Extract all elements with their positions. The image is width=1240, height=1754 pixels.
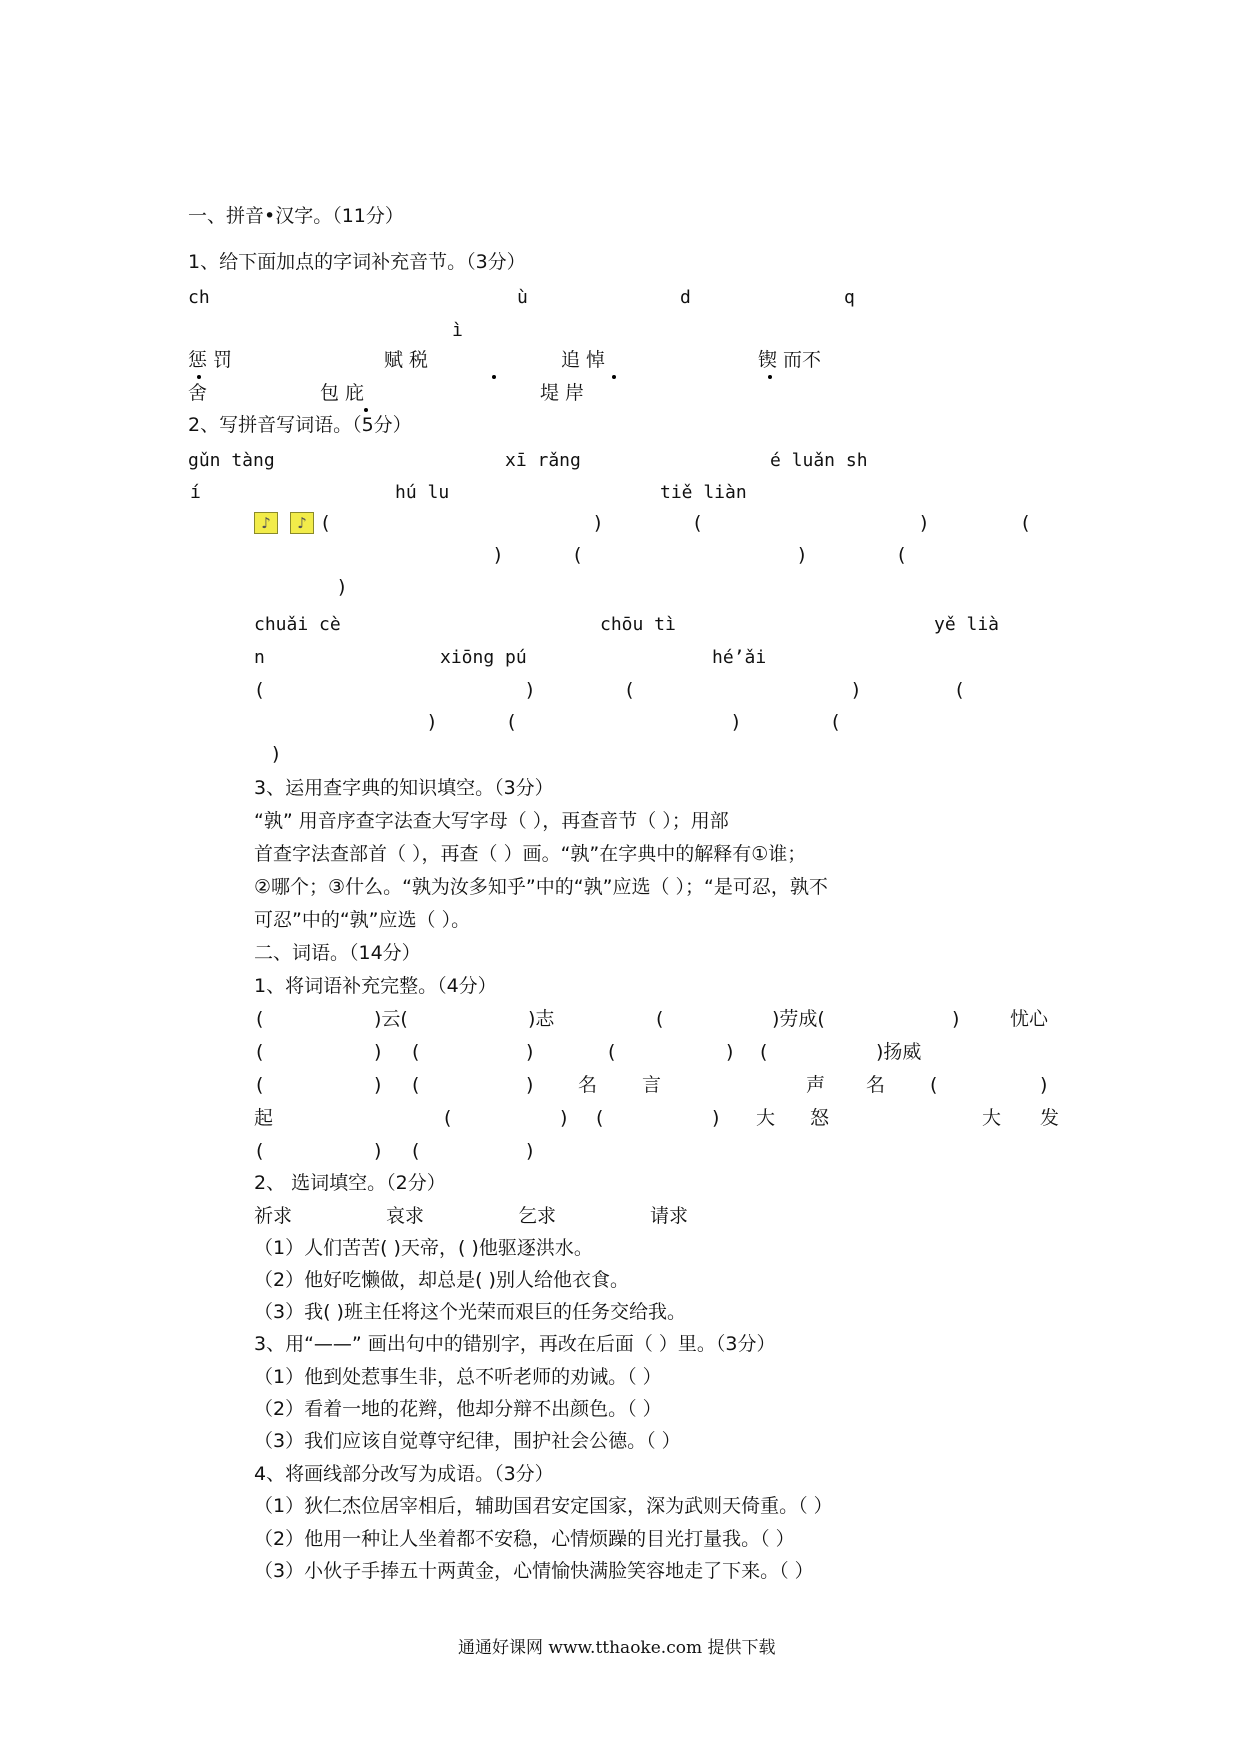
speaker-icon[interactable]: ♪	[290, 512, 314, 534]
idiom-char: 声	[806, 1074, 826, 1096]
pinyin-item: hé’ǎi	[712, 647, 767, 668]
answer-paren: (	[832, 711, 840, 733]
emphasis-dot	[612, 375, 616, 379]
idiom-blank: (	[656, 1008, 664, 1030]
answer-paren: (	[956, 679, 964, 701]
word-item: 堤 岸	[540, 382, 585, 404]
idiom-blank: )	[374, 1041, 382, 1063]
option-word: 请求	[650, 1205, 689, 1227]
idiom-blank: (	[412, 1074, 420, 1096]
fill-sentence: （1）狄仁杰位居宰相后，辅助国君安定国家，深为武则天倚重。（ ）	[254, 1495, 833, 1517]
pinyin-blank: ch	[188, 287, 210, 308]
pinyin-item: xī rǎng	[505, 450, 581, 471]
option-word: 乞求	[518, 1205, 557, 1227]
answer-paren: )	[732, 711, 740, 733]
pinyin-item: tiě liàn	[660, 482, 747, 503]
pinyin-blank: q	[844, 287, 855, 308]
idiom-blank: )	[952, 1008, 960, 1030]
pinyin-item: gǔn tàng	[188, 450, 275, 471]
fill-sentence: （1）人们苦苦( )天帝，( )他驱逐洪水。	[254, 1237, 593, 1259]
idiom-blank: )	[374, 1140, 382, 1162]
idiom-blank: )	[712, 1107, 720, 1129]
answer-paren: (	[574, 544, 582, 566]
fill-sentence: （1）他到处惹事生非，总不听老师的劝诫。（ ）	[254, 1366, 662, 1388]
answer-paren: )	[428, 711, 436, 733]
option-word: 哀求	[386, 1205, 425, 1227]
pinyin-item: n	[254, 647, 265, 668]
fill-sentence: （3）小伙子手捧五十两黄金，心情愉快满脸笑容地走了下来。（ ）	[254, 1560, 814, 1582]
idiom-blank: (	[256, 1074, 264, 1096]
fill-sentence: （2）他用一种让人坐着都不安稳，心情烦躁的目光打量我。（ ）	[254, 1528, 795, 1550]
word-item: 惩 罚	[188, 349, 233, 371]
answer-paren: )	[920, 512, 928, 534]
s1-q1-title: 1、给下面加点的字词补充音节。（3分）	[188, 251, 526, 273]
fill-sentence: （2）看着一地的花辫，他却分辩不出颜色。（ ）	[254, 1398, 662, 1420]
idiom-blank: )	[526, 1140, 534, 1162]
q3-line: 首查字法查部首（ ），再查（ ）画。“孰”在字典中的解释有①谁；	[254, 843, 807, 865]
section1-title: 一、拼音•汉字。（11分）	[188, 205, 404, 227]
pinyin-item: xiōng pú	[440, 647, 527, 668]
idiom-blank: (	[444, 1107, 452, 1129]
idiom-blank: )	[374, 1074, 382, 1096]
emphasis-dot	[492, 375, 496, 379]
idiom-blank: (	[412, 1041, 420, 1063]
speaker-icon[interactable]: ♪	[254, 512, 278, 534]
q3-line: “孰” 用音序查字法查大写字母（ ），再查音节（ ）；用部	[254, 810, 729, 832]
answer-paren: )	[526, 679, 534, 701]
option-word: 祈求	[254, 1205, 293, 1227]
idiom-blank: )	[526, 1074, 534, 1096]
pinyin-item: yě lià	[934, 614, 1000, 635]
idiom-char: 怒	[810, 1107, 830, 1129]
idiom-blank: )	[526, 1041, 534, 1063]
fill-sentence: （3）我们应该自觉尊守纪律，围护社会公德。（ ）	[254, 1430, 681, 1452]
pinyin-item: chuǎi cè	[254, 614, 341, 635]
idiom-blank: )	[560, 1107, 568, 1129]
idiom-blank: )劳成(	[772, 1008, 825, 1030]
s2-q1-title: 1、将词语补充完整。（4分）	[254, 975, 497, 997]
idiom-char: 大	[756, 1107, 776, 1129]
emphasis-dot	[364, 408, 368, 412]
answer-paren: )	[272, 743, 280, 765]
idiom-blank: (	[760, 1041, 768, 1063]
word-item: 包 庇	[320, 382, 365, 404]
s1-q2-title: 2、写拼音写词语。（5分）	[188, 414, 412, 436]
pinyin-blank: ì	[452, 320, 463, 341]
idiom-blank: (	[256, 1041, 264, 1063]
idiom-blank: 忧心	[1010, 1008, 1049, 1030]
idiom-blank: (	[596, 1107, 604, 1129]
emphasis-dot	[768, 375, 772, 379]
idiom-blank: (	[930, 1074, 938, 1096]
s2-q2-title: 2、 选词填空。（2分）	[254, 1172, 446, 1194]
pinyin-blank: ù	[517, 287, 528, 308]
idiom-char: 名	[578, 1074, 598, 1096]
answer-paren: (	[1022, 512, 1030, 534]
idiom-blank: )	[726, 1041, 734, 1063]
answer-paren: (	[322, 512, 330, 534]
idiom-blank: (	[412, 1140, 420, 1162]
idiom-blank: )扬威	[876, 1041, 922, 1063]
answer-paren: (	[694, 512, 702, 534]
idiom-blank: )	[1040, 1074, 1048, 1096]
answer-paren: (	[508, 711, 516, 733]
q3-line: ②哪个；③什么。“孰为汝多知乎”中的“孰”应选（ ）；“是可忍，孰不	[254, 876, 828, 898]
word-item: 追 悼	[561, 349, 606, 371]
idiom-char: 名	[866, 1074, 886, 1096]
idiom-blank: (	[256, 1140, 264, 1162]
idiom-char: 大	[982, 1107, 1002, 1129]
answer-paren: )	[798, 544, 806, 566]
section2-title: 二、词语。（14分）	[254, 942, 421, 964]
pinyin-item: é luǎn sh	[770, 450, 868, 471]
answer-paren: (	[626, 679, 634, 701]
idiom-blank: (	[256, 1008, 264, 1030]
answer-paren: )	[338, 576, 346, 598]
q3-line: 可忍”中的“孰”应选（ ）。	[254, 909, 471, 931]
pinyin-blank: d	[680, 287, 691, 308]
pinyin-item: í	[190, 482, 201, 503]
answer-paren: (	[256, 679, 264, 701]
idiom-blank: (	[608, 1041, 616, 1063]
word-item: 赋 税	[384, 349, 429, 371]
fill-sentence: （2）他好吃懒做，却总是( )别人给他衣食。	[254, 1269, 629, 1291]
word-item: 舍	[188, 382, 208, 404]
answer-paren: (	[898, 544, 906, 566]
pinyin-item: chōu tì	[600, 614, 676, 635]
pinyin-item: hú lu	[395, 482, 450, 503]
idiom-blank: )志	[528, 1008, 555, 1030]
idiom-char: 发	[1040, 1107, 1060, 1129]
s2-q3-title: 3、用“——” 画出句中的错别字，再改在后面（ ）里。（3分）	[254, 1333, 776, 1355]
page-footer: 通通好课网 www.tthaoke.com 提供下载	[458, 1638, 776, 1658]
fill-sentence: （3）我( )班主任将这个光荣而艰巨的任务交给我。	[254, 1301, 686, 1323]
idiom-char: 言	[642, 1074, 662, 1096]
idiom-char: 起	[254, 1107, 274, 1129]
answer-paren: )	[852, 679, 860, 701]
s2-q4-title: 4、将画线部分改写为成语。（3分）	[254, 1463, 554, 1485]
s1-q3-title: 3、运用查字典的知识填空。（3分）	[254, 777, 554, 799]
idiom-blank: )云(	[374, 1008, 408, 1030]
emphasis-dot	[197, 375, 201, 379]
word-item: 锲 而不	[758, 349, 822, 371]
answer-paren: )	[594, 512, 602, 534]
answer-paren: )	[494, 544, 502, 566]
